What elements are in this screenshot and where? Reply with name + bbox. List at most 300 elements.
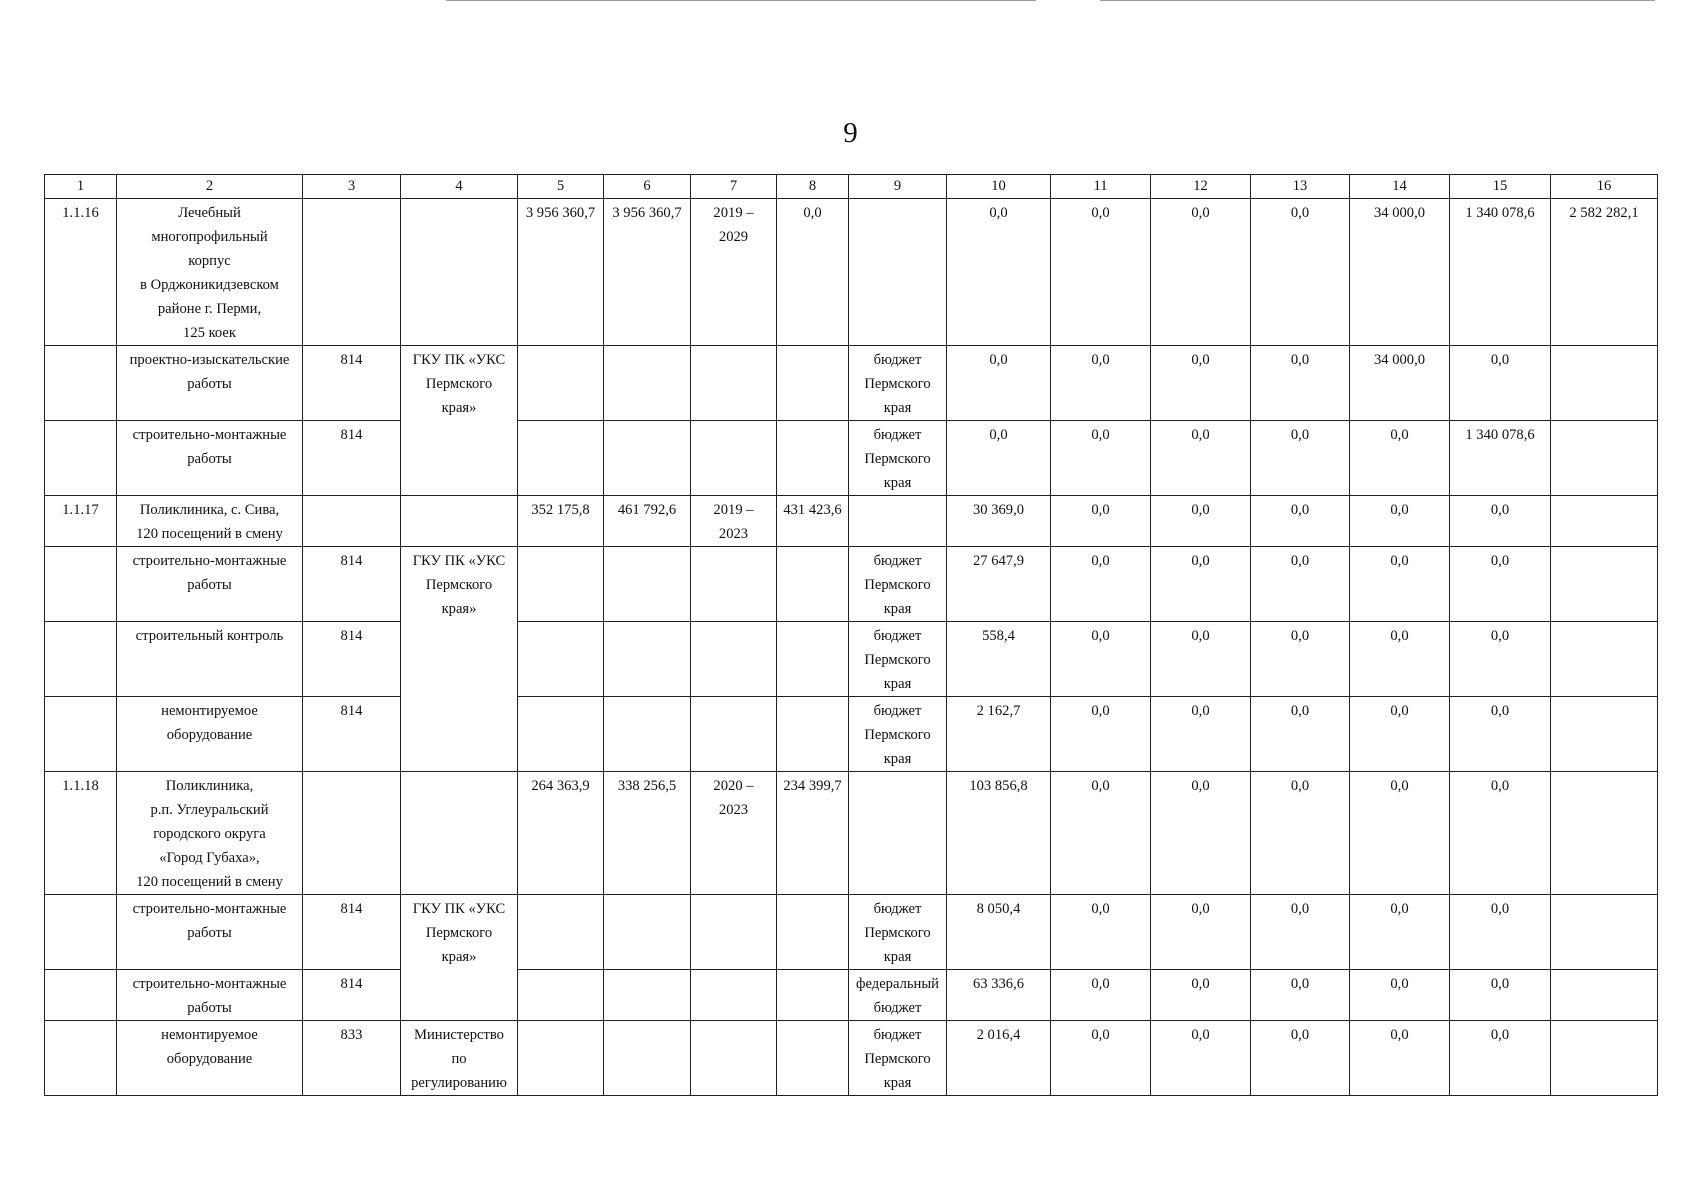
- object-col10: [947, 496, 1051, 547]
- object-period-text: 2019 –: [713, 502, 754, 518]
- object-name-text: 120 посещений в смену: [136, 874, 283, 890]
- column-header-4: [401, 175, 518, 199]
- item-col12-text: 0,0: [1191, 628, 1210, 644]
- column-header-16: [1551, 175, 1658, 199]
- object-col11: [1051, 199, 1151, 346]
- item-customer-text: ГКУ ПК «УКС: [412, 352, 506, 368]
- object-col12-text: 0,0: [1191, 502, 1210, 518]
- item-col11-text: 0,0: [1091, 427, 1110, 443]
- item-col11-text: 0,0: [1091, 628, 1110, 644]
- object-code-text: 1.1.16: [62, 205, 99, 221]
- item-row: [45, 1021, 1658, 1096]
- item-col15: [1450, 697, 1551, 772]
- object-col12: [1151, 496, 1251, 547]
- column-header-15-text: 15: [1492, 178, 1508, 194]
- item-col13: [1251, 697, 1350, 772]
- object-col6-text: 461 792,6: [617, 502, 677, 518]
- object-name-text: «Город Губаха»,: [159, 850, 260, 866]
- item-customer-text: края»: [441, 400, 477, 416]
- column-header-12: [1151, 175, 1251, 199]
- column-header-4-text: 4: [455, 178, 463, 194]
- item-col16: [1551, 346, 1658, 421]
- item-col16: [1551, 622, 1658, 697]
- column-header-1-text: 1: [76, 178, 85, 194]
- item-col10-text: 0,0: [989, 352, 1008, 368]
- object-col11-text: 0,0: [1091, 205, 1110, 221]
- item-col7: [691, 622, 777, 697]
- item-col5: [518, 1021, 604, 1096]
- item-col11: [1051, 421, 1151, 496]
- item-col11-text: 0,0: [1091, 703, 1110, 719]
- column-header-2-text: 2: [205, 178, 214, 194]
- item-col10: [947, 622, 1051, 697]
- column-number-row: [45, 175, 1658, 199]
- item-source-text: Пермского: [864, 925, 931, 941]
- item-name-text: строительно-монтажные: [132, 901, 287, 917]
- item-name-text: оборудование: [166, 727, 253, 743]
- column-header-8-text: 8: [808, 178, 817, 194]
- column-header-15: [1450, 175, 1551, 199]
- object-col10-text: 103 856,8: [969, 778, 1028, 794]
- item-name-text: проектно-изыскательские: [129, 352, 290, 368]
- item-source: [849, 421, 947, 496]
- item-col10: [947, 421, 1051, 496]
- item-col13: [1251, 346, 1350, 421]
- object-col15-text: 0,0: [1490, 778, 1510, 794]
- item-col14-text: 0,0: [1390, 553, 1409, 569]
- object-col11-text: 0,0: [1091, 502, 1110, 518]
- item-col12-text: 0,0: [1191, 1027, 1210, 1043]
- object-col14-text: 0,0: [1390, 778, 1409, 794]
- object-code: [45, 199, 117, 346]
- item-col10-text: 63 336,6: [972, 976, 1025, 992]
- item-col7: [691, 421, 777, 496]
- item-name-text: строительно-монтажные: [132, 553, 287, 569]
- object-col11: [1051, 772, 1151, 895]
- column-header-12-text: 12: [1193, 178, 1208, 194]
- item-col12: [1151, 697, 1251, 772]
- object-period: [691, 496, 777, 547]
- item-col6: [604, 421, 691, 496]
- column-header-2: [117, 175, 303, 199]
- item-col12-text: 0,0: [1191, 901, 1210, 917]
- item-source: [849, 970, 947, 1021]
- item-col13: [1251, 421, 1350, 496]
- object-col8: [777, 199, 849, 346]
- object-col16-text: 2 582 282,1: [1569, 205, 1639, 221]
- item-code: [45, 697, 117, 772]
- item-col7: [691, 547, 777, 622]
- item-col10-text: 2 016,4: [976, 1027, 1021, 1043]
- object-col15-text: 0,0: [1490, 502, 1510, 518]
- item-col10-text: 27 647,9: [972, 553, 1025, 569]
- object-name-text: р.п. Углеуральский: [150, 802, 269, 818]
- item-name-text: работы: [187, 451, 232, 467]
- page-number: 9: [843, 117, 858, 149]
- item-col5: [518, 622, 604, 697]
- item-source-text: бюджет: [873, 628, 922, 644]
- item-col13-text: 0,0: [1290, 553, 1310, 569]
- item-col8: [777, 895, 849, 970]
- item-customer-text: Пермского: [425, 577, 493, 593]
- item-name-text: работы: [187, 376, 232, 392]
- item-row: [45, 421, 1658, 496]
- object-col8-text: 431 423,6: [783, 502, 842, 518]
- object-col13-text: 0,0: [1290, 205, 1310, 221]
- item-col11-text: 0,0: [1091, 553, 1110, 569]
- item-source-text: бюджет: [873, 553, 922, 569]
- column-header-7: [691, 175, 777, 199]
- object-name: [117, 496, 303, 547]
- item-kbk: [303, 1021, 401, 1096]
- column-header-7-text: 7: [729, 178, 738, 194]
- object-col14-text: 0,0: [1390, 502, 1409, 518]
- item-col14-text: 0,0: [1390, 1027, 1409, 1043]
- item-kbk: [303, 346, 401, 421]
- item-col6: [604, 547, 691, 622]
- item-col12: [1151, 895, 1251, 970]
- item-customer: [401, 547, 518, 772]
- object-col12-text: 0,0: [1191, 205, 1210, 221]
- object-kbk: [303, 772, 401, 895]
- item-col10-text: 2 162,7: [976, 703, 1021, 719]
- object-col12: [1151, 199, 1251, 346]
- item-col11: [1051, 346, 1151, 421]
- object-period-text: 2023: [718, 802, 749, 818]
- item-customer-text: ГКУ ПК «УКС: [412, 901, 506, 917]
- item-col10-text: 8 050,4: [976, 901, 1021, 917]
- item-col13-text: 0,0: [1290, 352, 1310, 368]
- item-col12: [1151, 622, 1251, 697]
- item-kbk: [303, 421, 401, 496]
- item-name-text: работы: [187, 1000, 232, 1016]
- item-col12-text: 0,0: [1191, 703, 1210, 719]
- object-kbk: [303, 199, 401, 346]
- item-col8: [777, 622, 849, 697]
- object-period: [691, 199, 777, 346]
- item-col8: [777, 970, 849, 1021]
- item-source-text: Пермского: [864, 727, 931, 743]
- item-col12: [1151, 1021, 1251, 1096]
- item-col10: [947, 547, 1051, 622]
- item-name-text: оборудование: [166, 1051, 253, 1067]
- object-col13-text: 0,0: [1290, 778, 1310, 794]
- item-source-text: бюджет: [873, 352, 922, 368]
- item-kbk-text: 814: [340, 628, 363, 644]
- item-col16: [1551, 421, 1658, 496]
- item-col6: [604, 697, 691, 772]
- object-col15: [1450, 199, 1551, 346]
- item-col8: [777, 1021, 849, 1096]
- item-code: [45, 895, 117, 970]
- item-col6: [604, 622, 691, 697]
- object-col16: [1551, 496, 1658, 547]
- item-customer-text: Пермского: [425, 925, 493, 941]
- object-customer: [401, 772, 518, 895]
- item-col13: [1251, 970, 1350, 1021]
- item-name: [117, 895, 303, 970]
- item-code: [45, 421, 117, 496]
- object-customer: [401, 199, 518, 346]
- object-name-text: 120 посещений в смену: [136, 526, 283, 542]
- item-kbk: [303, 895, 401, 970]
- item-name: [117, 547, 303, 622]
- column-header-3-text: 3: [347, 178, 356, 194]
- item-source-text: бюджет: [873, 427, 922, 443]
- item-col11: [1051, 697, 1151, 772]
- item-col13: [1251, 547, 1350, 622]
- item-col12-text: 0,0: [1191, 976, 1210, 992]
- item-kbk-text: 814: [340, 553, 363, 569]
- column-header-14: [1350, 175, 1450, 199]
- item-col15: [1450, 1021, 1551, 1096]
- item-col15-text: 0,0: [1490, 628, 1510, 644]
- item-col15-text: 1 340 078,6: [1465, 427, 1535, 443]
- item-col15: [1450, 970, 1551, 1021]
- item-col10: [947, 895, 1051, 970]
- item-col11-text: 0,0: [1091, 901, 1110, 917]
- item-col15-text: 0,0: [1490, 1027, 1510, 1043]
- item-row: [45, 346, 1658, 421]
- item-col15-text: 0,0: [1490, 901, 1510, 917]
- item-col7: [691, 895, 777, 970]
- item-name-text: немонтируемое: [161, 703, 258, 719]
- object-source: [849, 199, 947, 346]
- object-col5: [518, 772, 604, 895]
- object-col14: [1350, 772, 1450, 895]
- item-col15-text: 0,0: [1490, 553, 1510, 569]
- object-col5-text: 352 175,8: [531, 502, 590, 518]
- object-name-text: корпус: [188, 253, 231, 269]
- column-header-3: [303, 175, 401, 199]
- item-col13: [1251, 1021, 1350, 1096]
- object-col5-text: 3 956 360,7: [525, 205, 596, 221]
- object-col8: [777, 772, 849, 895]
- object-col13-text: 0,0: [1290, 502, 1310, 518]
- object-col5-text: 264 363,9: [531, 778, 590, 794]
- item-customer: [401, 895, 518, 1021]
- item-col7: [691, 1021, 777, 1096]
- object-col10: [947, 199, 1051, 346]
- item-customer: [401, 1021, 518, 1096]
- item-col5: [518, 346, 604, 421]
- item-row: [45, 970, 1658, 1021]
- item-col11: [1051, 547, 1151, 622]
- object-col11-text: 0,0: [1091, 778, 1110, 794]
- item-source: [849, 622, 947, 697]
- item-col11-text: 0,0: [1091, 976, 1110, 992]
- item-source-text: Пермского: [864, 577, 931, 593]
- item-source-text: края: [883, 1075, 912, 1091]
- object-name-text: многопрофильный: [151, 229, 268, 245]
- item-col14-text: 34 000,0: [1373, 352, 1426, 368]
- item-col12: [1151, 547, 1251, 622]
- item-col16: [1551, 547, 1658, 622]
- item-kbk: [303, 970, 401, 1021]
- object-col8-text: 234 399,7: [783, 778, 842, 794]
- item-col15: [1450, 346, 1551, 421]
- object-kbk: [303, 496, 401, 547]
- item-col5: [518, 421, 604, 496]
- object-period: [691, 772, 777, 895]
- object-col10: [947, 772, 1051, 895]
- item-code: [45, 1021, 117, 1096]
- item-row: [45, 697, 1658, 772]
- item-customer-text: Пермского: [425, 376, 493, 392]
- item-col14-text: 0,0: [1390, 628, 1409, 644]
- column-header-6: [604, 175, 691, 199]
- item-customer: [401, 346, 518, 496]
- item-kbk-text: 814: [340, 901, 363, 917]
- column-header-11-text: 11: [1093, 178, 1108, 194]
- item-kbk: [303, 697, 401, 772]
- object-name-text: Поликлиника, с. Сива,: [139, 502, 280, 518]
- item-col8: [777, 547, 849, 622]
- item-kbk-text: 833: [340, 1027, 363, 1043]
- object-code-text: 1.1.17: [62, 502, 99, 518]
- item-kbk-text: 814: [340, 427, 363, 443]
- item-row: [45, 547, 1658, 622]
- item-col5: [518, 970, 604, 1021]
- object-period-text: 2019 –: [713, 205, 754, 221]
- item-col7: [691, 970, 777, 1021]
- item-col12-text: 0,0: [1191, 352, 1210, 368]
- item-col11-text: 0,0: [1091, 352, 1110, 368]
- item-name-text: работы: [187, 925, 232, 941]
- item-col14: [1350, 421, 1450, 496]
- item-col16: [1551, 697, 1658, 772]
- column-header-10-text: 10: [991, 178, 1006, 194]
- object-col14: [1350, 496, 1450, 547]
- object-name-text: районе г. Перми,: [157, 301, 262, 317]
- item-col13-text: 0,0: [1290, 427, 1310, 443]
- column-header-5-text: 5: [556, 178, 565, 194]
- item-kbk-text: 814: [340, 352, 363, 368]
- object-name-text: в Орджоникидзевском: [140, 277, 279, 293]
- item-source-text: края: [883, 676, 912, 692]
- item-customer-text: Министерство: [414, 1027, 504, 1043]
- item-col14: [1350, 622, 1450, 697]
- budget-table: [44, 174, 1658, 1096]
- item-name-text: строительно-монтажные: [132, 427, 287, 443]
- item-col12: [1151, 421, 1251, 496]
- item-col7: [691, 697, 777, 772]
- item-code: [45, 970, 117, 1021]
- object-col15: [1450, 772, 1551, 895]
- object-col8-text: 0,0: [803, 205, 822, 221]
- object-name: [117, 199, 303, 346]
- column-header-11: [1051, 175, 1151, 199]
- object-col6: [604, 496, 691, 547]
- item-col13-text: 0,0: [1290, 1027, 1310, 1043]
- item-source: [849, 697, 947, 772]
- object-name-text: Поликлиника,: [165, 778, 254, 794]
- object-row: [45, 496, 1658, 547]
- item-source-text: Пермского: [864, 451, 931, 467]
- item-col14: [1350, 895, 1450, 970]
- item-col8: [777, 697, 849, 772]
- item-col6: [604, 346, 691, 421]
- item-col6: [604, 1021, 691, 1096]
- column-header-1: [45, 175, 117, 199]
- object-col14-text: 34 000,0: [1373, 205, 1426, 221]
- item-kbk-text: 814: [340, 703, 363, 719]
- column-header-10: [947, 175, 1051, 199]
- item-col14: [1350, 346, 1450, 421]
- item-col16: [1551, 895, 1658, 970]
- item-customer-text: регулированию: [411, 1075, 507, 1091]
- object-name-text: 125 коек: [183, 325, 236, 341]
- item-source: [849, 1021, 947, 1096]
- object-row: [45, 772, 1658, 895]
- object-col13: [1251, 199, 1350, 346]
- item-col6: [604, 895, 691, 970]
- object-source: [849, 772, 947, 895]
- scan-top-line-left: [446, 0, 1036, 1]
- item-customer-text: края»: [441, 601, 477, 617]
- item-customer-text: ГКУ ПК «УКС: [412, 553, 506, 569]
- item-col14-text: 0,0: [1390, 427, 1409, 443]
- object-name-text: Лечебный: [178, 205, 241, 221]
- item-source-text: края: [883, 949, 912, 965]
- object-code: [45, 772, 117, 895]
- object-col10-text: 30 369,0: [972, 502, 1025, 518]
- item-source: [849, 547, 947, 622]
- object-col11: [1051, 496, 1151, 547]
- object-col6: [604, 199, 691, 346]
- item-col13-text: 0,0: [1290, 703, 1310, 719]
- item-col16: [1551, 1021, 1658, 1096]
- object-col13: [1251, 772, 1350, 895]
- item-col14: [1350, 1021, 1450, 1096]
- item-source-text: Пермского: [864, 1051, 931, 1067]
- item-source-text: Пермского: [864, 376, 931, 392]
- object-col16: [1551, 199, 1658, 346]
- object-name-text: городского округа: [153, 826, 266, 842]
- item-col5: [518, 895, 604, 970]
- item-col14-text: 0,0: [1390, 703, 1409, 719]
- object-col15-text: 1 340 078,6: [1465, 205, 1535, 221]
- item-col12-text: 0,0: [1191, 553, 1210, 569]
- object-col6-text: 338 256,5: [617, 778, 677, 794]
- item-name-text: немонтируемое: [161, 1027, 258, 1043]
- column-header-9: [849, 175, 947, 199]
- item-col12: [1151, 346, 1251, 421]
- object-period-text: 2023: [718, 526, 749, 542]
- object-col5: [518, 496, 604, 547]
- item-col15: [1450, 895, 1551, 970]
- item-col13: [1251, 622, 1350, 697]
- item-col10: [947, 1021, 1051, 1096]
- item-col15: [1450, 622, 1551, 697]
- object-col16: [1551, 772, 1658, 895]
- object-period-text: 2020 –: [713, 778, 754, 794]
- item-source-text: края: [883, 751, 912, 767]
- object-period-text: 2029: [718, 229, 749, 245]
- item-col14: [1350, 697, 1450, 772]
- item-col10: [947, 970, 1051, 1021]
- item-code: [45, 346, 117, 421]
- item-col13: [1251, 895, 1350, 970]
- item-col10: [947, 697, 1051, 772]
- item-col12-text: 0,0: [1191, 427, 1210, 443]
- item-col6: [604, 970, 691, 1021]
- scan-top-line-right: [1100, 0, 1655, 1]
- item-kbk: [303, 622, 401, 697]
- item-col8: [777, 421, 849, 496]
- object-code: [45, 496, 117, 547]
- item-kbk: [303, 547, 401, 622]
